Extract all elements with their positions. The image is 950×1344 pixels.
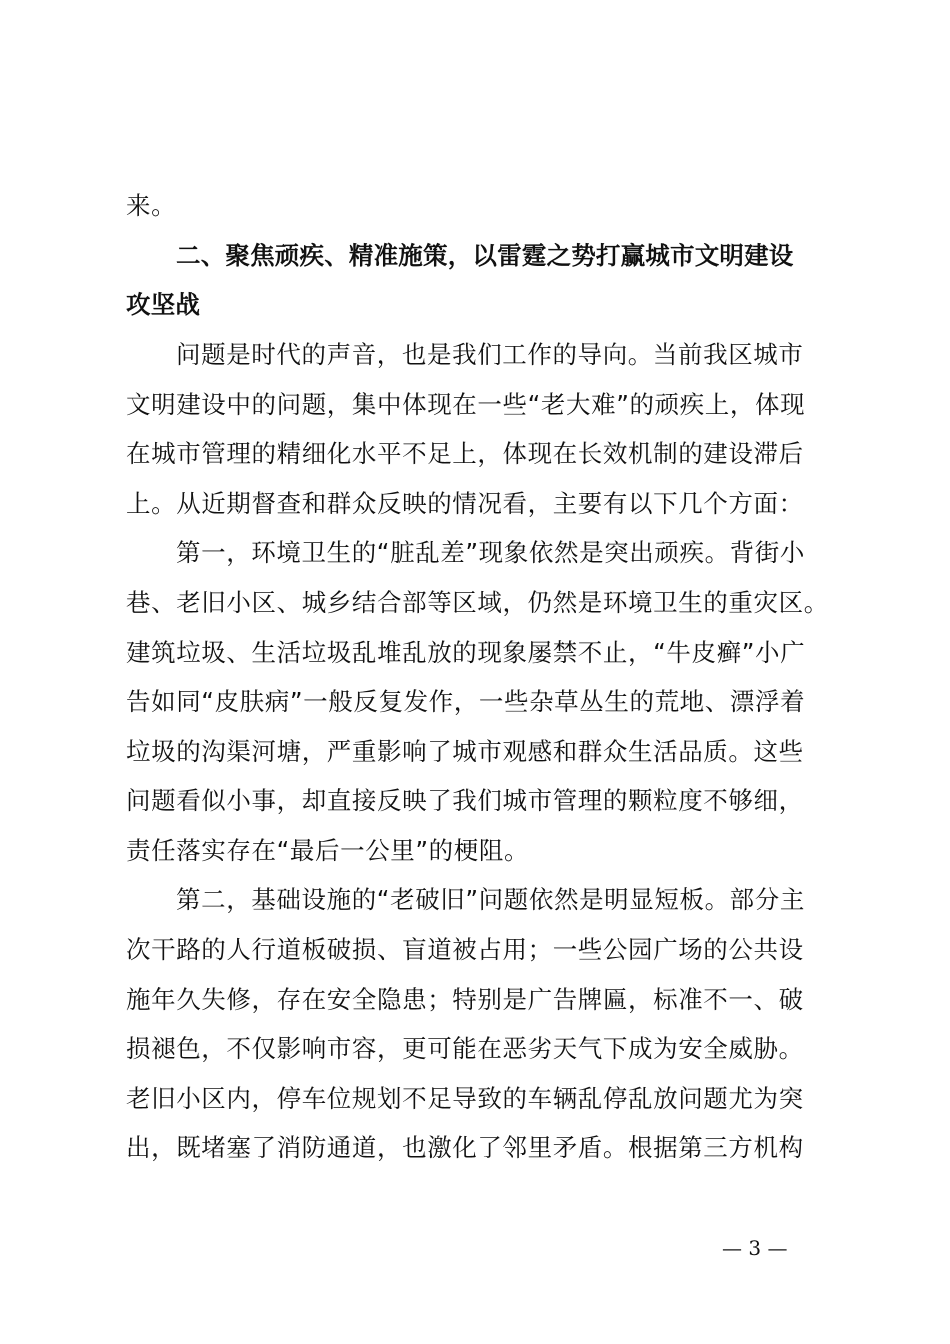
text-line-continuation: 来。 xyxy=(126,191,177,220)
paragraph-second-line: 次干路的人行道板破损、盲道被占用；一些公园广场的公共设 xyxy=(126,935,804,964)
paragraph-intro-line: 在城市管理的精细化水平不足上，体现在长效机制的建设滞后 xyxy=(126,439,804,468)
paragraph-intro-line: 上。从近期督查和群众反映的情况看，主要有以下几个方面： xyxy=(126,489,804,518)
paragraph-first-line: 第一，环境卫生的“脏乱差”现象依然是突出顽疾。背街小 xyxy=(176,538,805,567)
page-number: — 3 — xyxy=(722,1236,788,1260)
paragraph-first-line: 责任落实存在“最后一公里”的梗阻。 xyxy=(126,836,530,865)
paragraph-second-line: 损褪色，不仅影响市容，更可能在恶劣天气下成为安全威胁。 xyxy=(126,1034,804,1063)
paragraph-intro-line: 问题是时代的声音，也是我们工作的导向。当前我区城市 xyxy=(176,340,804,369)
section-heading-line-2: 攻坚战 xyxy=(126,290,201,319)
paragraph-first-line: 问题看似小事，却直接反映了我们城市管理的颗粒度不够细， xyxy=(126,786,804,815)
paragraph-first-line: 巷、老旧小区、城乡结合部等区域，仍然是环境卫生的重灾区。 xyxy=(126,588,829,617)
paragraph-first-line: 建筑垃圾、生活垃圾乱堆乱放的现象屡禁不止，“牛皮癣”小广 xyxy=(126,638,806,667)
section-heading-line-1: 二、聚焦顽疾、精准施策，以雷霆之势打赢城市文明建设 xyxy=(176,241,794,270)
paragraph-first-line: 垃圾的沟渠河塘，严重影响了城市观感和群众生活品质。这些 xyxy=(126,737,804,766)
paragraph-second-line: 第二，基础设施的“老破旧”问题依然是明显短板。部分主 xyxy=(176,885,805,914)
paragraph-first-line: 告如同“皮肤病”一般反复发作，一些杂草丛生的荒地、漂浮着 xyxy=(126,687,806,716)
paragraph-second-line: 出，既堵塞了消防通道，也激化了邻里矛盾。根据第三方机构 xyxy=(126,1133,804,1162)
paragraph-intro-line: 文明建设中的问题，集中体现在一些“老大难”的顽疾上，体现 xyxy=(126,390,806,419)
paragraph-second-line: 施年久失修，存在安全隐患；特别是广告牌匾，标准不一、破 xyxy=(126,985,804,1014)
paragraph-second-line: 老旧小区内，停车位规划不足导致的车辆乱停乱放问题尤为突 xyxy=(126,1084,804,1113)
